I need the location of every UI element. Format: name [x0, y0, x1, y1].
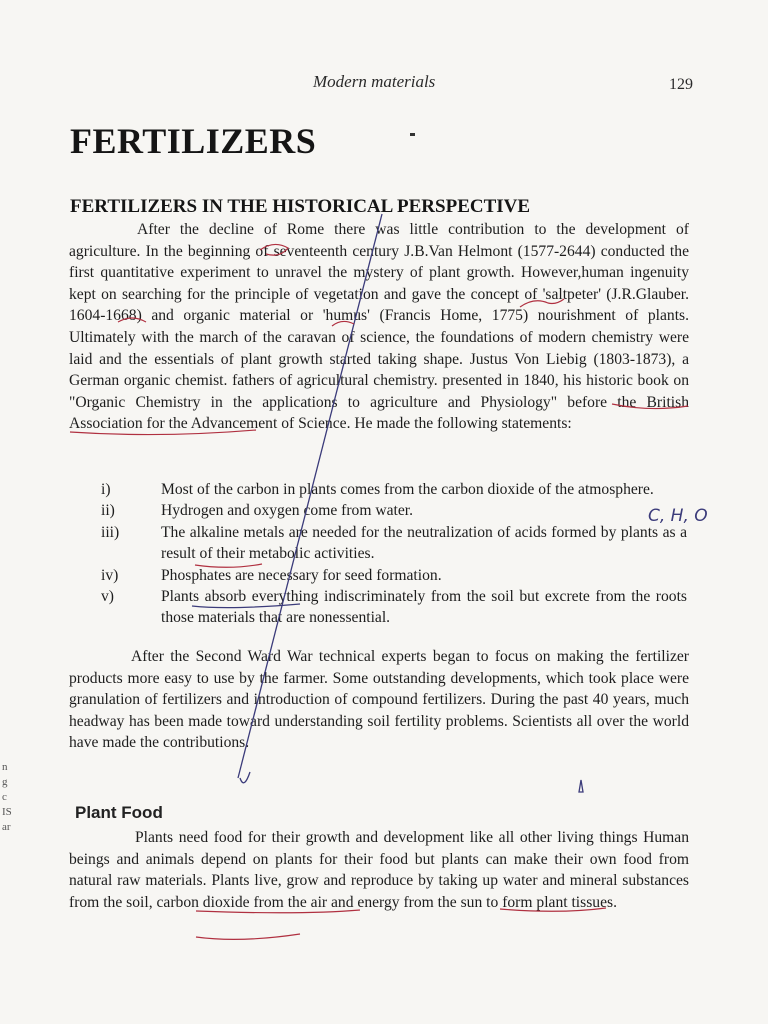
statement-number: ii)	[101, 502, 115, 520]
handwritten-note: C, H, O	[648, 506, 708, 526]
statement-text: Phosphates are necessary for seed formation.	[161, 566, 442, 584]
plant-food-paragraph-text: Plants need food for their growth and development like all other living things Human beings and animals depend on plants for their food but plants can make their own food from natural raw materials. Plants live, grow and reproduce by taking up water and mineral substances from the soil, carbon dioxide from the air and energy from the sun to form plant tissues.	[69, 829, 689, 911]
statement-number: v)	[101, 588, 114, 606]
statement-item	[69, 565, 689, 586]
plant-food-heading: Plant Food	[75, 803, 163, 822]
historical-paragraph-text: After the decline of Rome there was little contribution to the development of agriculture. In the beginning of seventeenth century J.B.Van Helmont (1577-2644) conducted the first quantitative experiment to unravel the mystery of plant growth. However,human ingenuity kept on searching for the principle of vegetation and gave the concept of 'saltpeter' (J.R.Glauber. 1604-1668) and organic material or 'humus' (Francis Home, 1775) nourishment of plants. Ultimately with the march of the caravan of science, the foundations of modern chemistry were laid and the essentials of plant growth started taking shape. Justus Von Liebig (1803-1873), a German organic chemist. fathers of agricultural chemistry. presented in 1840, his historic book on "Organic Chemistry in the applications to agriculture and Physiology" before the British Association for the Advancement of Science. He made the following statements:	[69, 221, 689, 433]
margin-marks-text: n g c IS ar	[2, 761, 12, 833]
running-head: Modern materials	[313, 72, 436, 91]
postwar-paragraph-text: After the Second Ward War technical experts began to focus on making the fertilizer products more easy to use by the farmer. Some outstanding developments, which took place were granulation of fertilizers and introduction of compound fertilizers. During the past 40 years, much headway has been made toward understanding soil fertility problems. Scientists all over the world have made the contributions.	[69, 648, 689, 752]
pen-hook-mark	[240, 772, 250, 783]
statement-item	[69, 479, 689, 500]
page-number: 129	[669, 76, 693, 93]
postwar-paragraph	[69, 646, 689, 754]
ink-dot	[579, 780, 583, 792]
plant-food-paragraph	[69, 827, 689, 913]
historical-paragraph	[69, 219, 689, 435]
statement-item	[69, 522, 689, 565]
margin-marks	[2, 760, 12, 835]
statement-text: The alkaline metals are needed for the neutralization of acids formed by plants as a result of their metabolic activities.	[161, 523, 687, 563]
statement-number: iii)	[101, 523, 120, 541]
statement-item	[69, 500, 689, 521]
statement-number: iv)	[101, 566, 119, 584]
statement-text: Plants absorb everything indiscriminately from the soil but excrete from the roots those materials that are nonessential.	[161, 588, 687, 627]
statement-text: Hydrogen and oxygen come from water.	[161, 502, 414, 520]
chapter-title: FERTILIZERS	[70, 121, 317, 161]
section-heading: FERTILIZERS IN THE HISTORICAL PERSPECTIVE	[70, 196, 531, 217]
statement-text: Most of the carbon in plants comes from the carbon dioxide of the atmosphere.	[161, 481, 654, 498]
print-speck	[410, 133, 415, 136]
liebig-statements-list	[69, 479, 689, 629]
statement-item	[69, 586, 689, 629]
underline-mark	[196, 934, 300, 939]
statement-number: i)	[101, 481, 111, 498]
